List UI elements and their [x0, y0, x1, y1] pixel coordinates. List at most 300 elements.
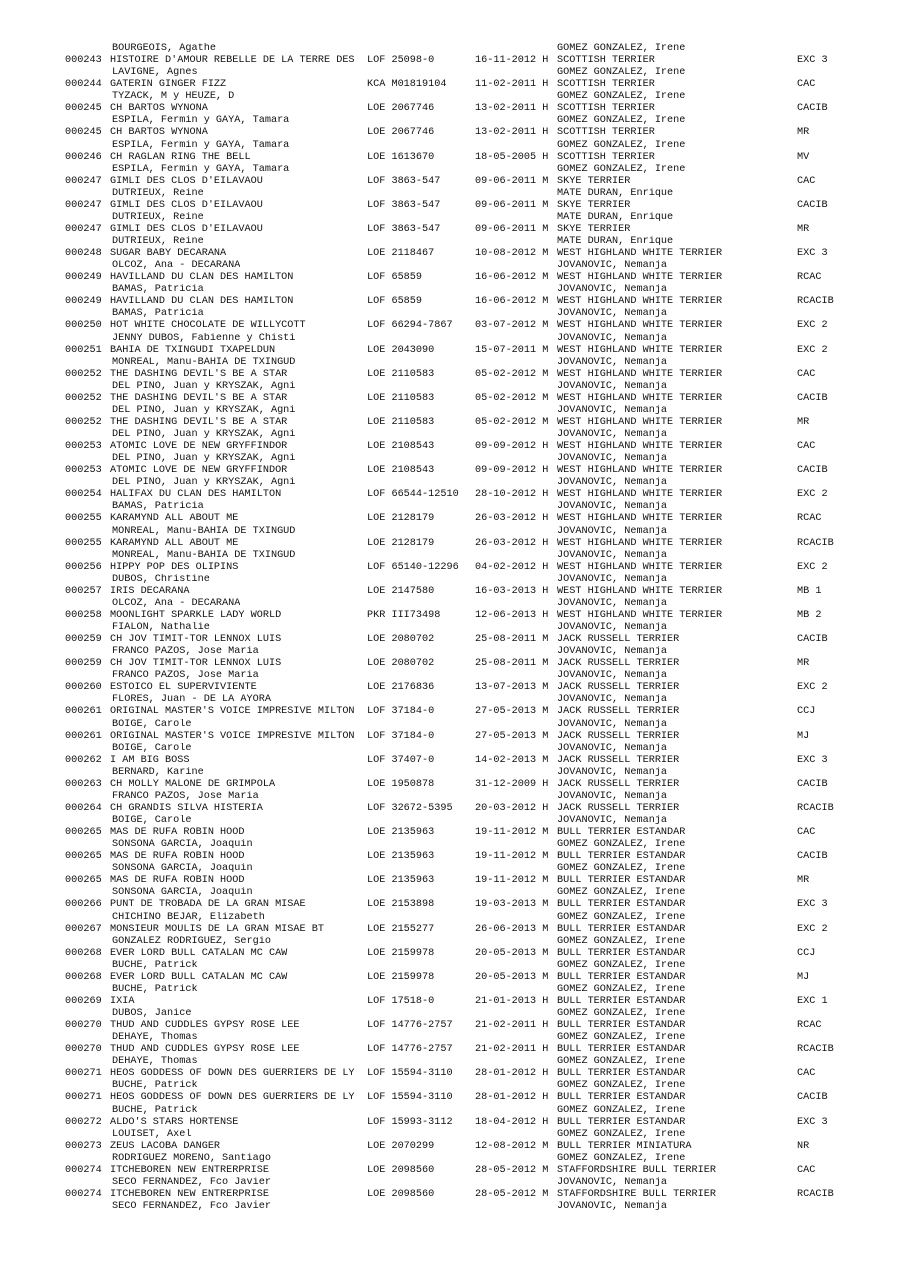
breed: BULL TERRIER ESTANDAR [557, 875, 686, 887]
result-entry [0, 429, 905, 453]
judge-name: JOVANOVIC, Nemanja [557, 501, 668, 513]
dog-name: HOT WHITE CHOCOLATE DE WILLYCOTT [110, 320, 306, 332]
judge-name: GOMEZ GONZALEZ, Irene [557, 139, 686, 151]
birth-date-sex: 28-01-2012 H [475, 1092, 549, 1104]
breed: STAFFORDSHIRE BULL TERRIER [557, 1188, 716, 1200]
dog-name: MAS DE RUFA ROBIN HOOD [110, 875, 245, 887]
registration-number: LOF 15594-3110 [367, 1068, 453, 1080]
dog-name: GIMLI DES CLOS D'EILAVAOU [110, 175, 263, 187]
award: MJ [797, 971, 810, 983]
breed: WEST HIGHLAND WHITE TERRIER [557, 441, 723, 452]
judge-name: GOMEZ GONZALEZ, Irene [557, 1104, 686, 1116]
registration-number: LOF 3863-547 [367, 175, 441, 187]
result-entry [0, 236, 905, 260]
breed: BULL TERRIER ESTANDAR [557, 947, 686, 959]
birth-date-sex: 09-09-2012 H [475, 465, 549, 477]
breed: JACK RUSSELL TERRIER [557, 634, 680, 645]
dog-name: BAHIA DE TXINGUDI TXAPELDUN [110, 344, 276, 356]
dog-name: THUD AND CUDDLES GYPSY ROSE LEE [110, 1044, 300, 1056]
result-entry [0, 381, 905, 405]
breed: WEST HIGHLAND WHITE TERRIER [557, 585, 723, 597]
award: EXC 2 [797, 344, 828, 356]
owner-name: BOIGE, Carole [112, 718, 192, 730]
catalog-number: 000269 [65, 995, 102, 1007]
result-entry [0, 960, 905, 984]
award: CACIB [797, 634, 828, 645]
registration-number: LOE 2155277 [367, 923, 435, 935]
dog-name: ITCHEBOREN NEW ENTRERPRISE [110, 1164, 269, 1176]
dog-name: KARAMYND ALL ABOUT ME [110, 537, 239, 549]
registration-number: LOF 17518-0 [367, 995, 435, 1007]
registration-number: LOE 2098560 [367, 1188, 435, 1200]
judge-name: GOMEZ GONZALEZ, Irene [557, 1008, 686, 1019]
catalog-number: 000247 [65, 175, 102, 187]
birth-date-sex: 13-02-2011 H [475, 127, 549, 139]
dog-name: KARAMYND ALL ABOUT ME [110, 513, 239, 525]
dog-name: CH GRANDIS SILVA HISTERIA [110, 802, 263, 814]
result-entry [0, 574, 905, 598]
award: CAC [797, 827, 816, 838]
dog-name: HISTOIRE D'AMOUR REBELLE DE LA TERRE DES [110, 55, 355, 66]
catalog-number: 000263 [65, 778, 102, 790]
judge-name: GOMEZ GONZALEZ, Irene [557, 839, 686, 851]
dog-name: ATOMIC LOVE DE NEW GRYFFINDOR [110, 441, 288, 452]
owner-name: SONSONA GARCIA, Joaquin [112, 887, 253, 899]
breed: BULL TERRIER ESTANDAR [557, 851, 686, 863]
catalog-number: 000265 [65, 851, 102, 863]
award: RCACIB [797, 1044, 834, 1056]
dog-name: ATOMIC LOVE DE NEW GRYFFINDOR [110, 465, 288, 477]
breed: BULL TERRIER ESTANDAR [557, 1092, 686, 1104]
award: CACIB [797, 392, 828, 404]
judge-name: JOVANOVIC, Nemanja [557, 670, 668, 682]
judge-name: GOMEZ GONZALEZ, Irene [557, 887, 686, 899]
registration-number: LOF 37184-0 [367, 730, 435, 742]
owner-name: BUCHE, Patrick [112, 1080, 198, 1092]
registration-number: LOE 2128179 [367, 537, 435, 549]
breed: BULL TERRIER ESTANDAR [557, 1068, 686, 1080]
registration-number: LOE 1950878 [367, 778, 435, 790]
registration-number: LOE 2080702 [367, 658, 435, 670]
dog-name: ORIGINAL MASTER'S VOICE IMPRESIVE MILTON [110, 706, 355, 718]
dog-name: ORIGINAL MASTER'S VOICE IMPRESIVE MILTON [110, 730, 355, 742]
judge-name: GOMEZ GONZALEZ, Irene [557, 163, 686, 175]
judge-name: JOVANOVIC, Nemanja [557, 380, 668, 392]
birth-date-sex: 19-11-2012 M [475, 851, 549, 863]
breed: BULL TERRIER ESTANDAR [557, 971, 686, 983]
registration-number: LOE 2159978 [367, 971, 435, 983]
catalog-number: 000265 [65, 827, 102, 838]
owner-name: JENNY DUBOS, Fabienne y Chisti [112, 332, 296, 344]
birth-date-sex: 11-02-2011 H [475, 79, 549, 91]
catalog-number: 000247 [65, 199, 102, 211]
breed: WEST HIGHLAND WHITE TERRIER [557, 248, 723, 259]
result-entry [0, 719, 905, 743]
owner-name: ESPILA, Fermin y GAYA, Tamara [112, 115, 290, 127]
birth-date-sex: 21-02-2011 H [475, 1044, 549, 1056]
result-entry [0, 1177, 905, 1201]
birth-date-sex: 28-05-2012 M [475, 1188, 549, 1200]
award: EXC 1 [797, 995, 828, 1007]
owner-name: BAMAS, Patricia [112, 284, 204, 296]
result-entry [0, 550, 905, 574]
catalog-number: 000271 [65, 1092, 102, 1104]
birth-date-sex: 13-07-2013 M [475, 682, 549, 694]
award: EXC 2 [797, 682, 828, 694]
birth-date-sex: 09-06-2011 M [475, 199, 549, 211]
award: RCACIB [797, 802, 834, 814]
result-entry [0, 357, 905, 381]
birth-date-sex: 05-02-2012 M [475, 392, 549, 404]
owner-name: FRANCO PAZOS, Jose Maria [112, 790, 259, 802]
catalog-number: 000274 [65, 1164, 102, 1176]
judge-name: JOVANOVIC, Nemanja [557, 622, 668, 633]
owner-name: MONREAL, Manu-BAHIA DE TXINGUD [112, 525, 296, 537]
result-entry [0, 936, 905, 960]
judge-name: JOVANOVIC, Nemanja [557, 453, 668, 465]
breed: SCOTTISH TERRIER [557, 127, 655, 139]
owner-name: MONREAL, Manu-BAHIA DE TXINGUD [112, 356, 296, 368]
breed: WEST HIGHLAND WHITE TERRIER [557, 296, 723, 308]
result-entry [0, 1056, 905, 1080]
registration-number: PKR III73498 [367, 609, 441, 621]
award: CAC [797, 175, 816, 187]
registration-number: LOF 37407-0 [367, 754, 435, 766]
judge-name: GOMEZ GONZALEZ, Irene [557, 91, 686, 103]
owner-name: LAVIGNE, Agnes [112, 67, 198, 79]
catalog-number: 000264 [65, 802, 102, 814]
birth-date-sex: 19-03-2013 M [475, 899, 549, 911]
result-entry [0, 1080, 905, 1104]
result-entry [0, 284, 905, 308]
birth-date-sex: 21-02-2011 H [475, 1020, 549, 1031]
award: EXC 2 [797, 923, 828, 935]
award: NR [797, 1140, 810, 1152]
result-entry [0, 212, 905, 236]
judge-name: JOVANOVIC, Nemanja [557, 815, 668, 826]
owner-name: DEL PINO, Juan y KRYSZAK, Agni [112, 429, 296, 440]
breed: SCOTTISH TERRIER [557, 151, 655, 163]
registration-number: LOE 2147580 [367, 585, 435, 597]
judge-name: JOVANOVIC, Nemanja [557, 573, 668, 585]
result-entry [0, 912, 905, 936]
catalog-number: 000255 [65, 513, 102, 525]
birth-date-sex: 16-03-2013 H [475, 585, 549, 597]
breed: WEST HIGHLAND WHITE TERRIER [557, 272, 723, 284]
judge-name: JOVANOVIC, Nemanja [557, 332, 668, 344]
owner-name: BUCHE, Patrick [112, 959, 198, 971]
catalog-number: 000258 [65, 609, 102, 621]
breed: WEST HIGHLAND WHITE TERRIER [557, 489, 723, 501]
award: MR [797, 127, 810, 139]
result-entry [0, 887, 905, 911]
owner-name: GONZALEZ RODRIGUEZ, Sergio [112, 935, 271, 947]
judge-name: JOVANOVIC, Nemanja [557, 742, 668, 754]
breed: JACK RUSSELL TERRIER [557, 682, 680, 694]
catalog-number: 000252 [65, 392, 102, 404]
breed: BULL TERRIER ESTANDAR [557, 923, 686, 935]
breed: JACK RUSSELL TERRIER [557, 778, 680, 790]
owner-name: FRANCO PAZOS, Jose Maria [112, 646, 259, 658]
breed: JACK RUSSELL TERRIER [557, 802, 680, 814]
catalog-number: 000256 [65, 561, 102, 573]
owner-name: DUTRIEUX, Reine [112, 211, 204, 223]
result-entry [0, 791, 905, 815]
result-entry [0, 743, 905, 767]
breed: STAFFORDSHIRE BULL TERRIER [557, 1164, 716, 1176]
breed: WEST HIGHLAND WHITE TERRIER [557, 392, 723, 404]
judge-name: JOVANOVIC, Nemanja [557, 429, 668, 440]
registration-number: LOF 66544-12510 [367, 489, 459, 501]
owner-name: DEL PINO, Juan y KRYSZAK, Agni [112, 477, 296, 489]
owner-name: DEL PINO, Juan y KRYSZAK, Agni [112, 404, 296, 416]
dog-name: THUD AND CUDDLES GYPSY ROSE LEE [110, 1020, 300, 1031]
owner-name: SONSONA GARCIA, Joaquin [112, 839, 253, 851]
dog-name: HAVILLAND DU CLAN DES HAMILTON [110, 296, 294, 308]
catalog-number: 000244 [65, 79, 102, 91]
breed: WEST HIGHLAND WHITE TERRIER [557, 513, 723, 525]
breed: WEST HIGHLAND WHITE TERRIER [557, 609, 723, 621]
birth-date-sex: 13-02-2011 H [475, 103, 549, 115]
breed: JACK RUSSELL TERRIER [557, 706, 680, 718]
registration-number: LOF 15594-3110 [367, 1092, 453, 1104]
result-entry [0, 767, 905, 791]
judge-name: JOVANOVIC, Nemanja [557, 260, 668, 272]
dog-name: CH MOLLY MALONE DE GRIMPOLA [110, 778, 276, 790]
birth-date-sex: 28-01-2012 H [475, 1068, 549, 1080]
catalog-number: 000250 [65, 320, 102, 332]
catalog-number: 000270 [65, 1044, 102, 1056]
dog-name: GATERIN GINGER FIZZ [110, 79, 227, 91]
catalog-number: 000255 [65, 537, 102, 549]
owner-name: ESPILA, Fermin y GAYA, Tamara [112, 163, 290, 175]
judge-name: GOMEZ GONZALEZ, Irene [557, 959, 686, 971]
dog-name: CH JOV TIMIT-TOR LENNOX LUIS [110, 658, 282, 670]
dog-name: THE DASHING DEVIL'S BE A STAR [110, 416, 288, 428]
result-entry [0, 188, 905, 212]
catalog-number: 000251 [65, 344, 102, 356]
registration-number: LOF 3863-547 [367, 223, 441, 235]
award: EXC 2 [797, 561, 828, 573]
registration-number: LOF 25098-0 [367, 55, 435, 66]
birth-date-sex: 19-11-2012 M [475, 875, 549, 887]
judge-name: JOVANOVIC, Nemanja [557, 597, 668, 609]
catalog-number: 000254 [65, 489, 102, 501]
owner-name: DEL PINO, Juan y KRYSZAK, Agni [112, 380, 296, 392]
owner-name: CHICHINO BEJAR, Elizabeth [112, 911, 265, 923]
award: RCAC [797, 513, 822, 525]
breed: WEST HIGHLAND WHITE TERRIER [557, 368, 723, 380]
judge-name: GOMEZ GONZALEZ, Irene [557, 911, 686, 923]
catalog-number: 000268 [65, 971, 102, 983]
birth-date-sex: 20-05-2013 M [475, 971, 549, 983]
registration-number: LOE 2135963 [367, 875, 435, 887]
catalog-number: 000266 [65, 899, 102, 911]
registration-number: KCA M01819104 [367, 79, 447, 91]
birth-date-sex: 28-10-2012 H [475, 489, 549, 501]
owner-name: BOURGEOIS, Agathe [112, 43, 216, 54]
dog-name: ALDO'S STARS HORTENSE [110, 1116, 239, 1128]
award: EXC 3 [797, 754, 828, 766]
result-entry [0, 91, 905, 115]
registration-number: LOE 2110583 [367, 368, 435, 380]
breed: SCOTTISH TERRIER [557, 103, 655, 115]
catalog-number: 000257 [65, 585, 102, 597]
dog-name: HEOS GODDESS OF DOWN DES GUERRIERS DE LY [110, 1092, 355, 1104]
award: EXC 2 [797, 489, 828, 501]
registration-number: LOF 14776-2757 [367, 1044, 453, 1056]
award: EXC 2 [797, 320, 828, 332]
breed: JACK RUSSELL TERRIER [557, 754, 680, 766]
judge-name: JOVANOVIC, Nemanja [557, 549, 668, 561]
registration-number: LOE 2135963 [367, 827, 435, 838]
catalog-number: 000252 [65, 368, 102, 380]
birth-date-sex: 27-05-2013 M [475, 706, 549, 718]
birth-date-sex: 26-03-2012 H [475, 513, 549, 525]
registration-number: LOE 1613670 [367, 151, 435, 163]
owner-name: DUTRIEUX, Reine [112, 236, 204, 247]
result-entry [0, 1129, 905, 1153]
award: MR [797, 658, 810, 670]
breed: BULL TERRIER ESTANDAR [557, 995, 686, 1007]
dog-name: EVER LORD BULL CATALAN MC CAW [110, 971, 288, 983]
registration-number: LOE 2159978 [367, 947, 435, 959]
breed: BULL TERRIER MINIATURA [557, 1140, 692, 1152]
breed: SCOTTISH TERRIER [557, 55, 655, 66]
dog-name: MOONLIGHT SPARKLE LADY WORLD [110, 609, 282, 621]
result-entry [0, 477, 905, 501]
award: EXC 3 [797, 55, 828, 66]
result-entry [0, 260, 905, 284]
birth-date-sex: 16-06-2012 M [475, 272, 549, 284]
owner-name: BAMAS, Patricia [112, 308, 204, 320]
result-entry [0, 526, 905, 550]
breed: BULL TERRIER ESTANDAR [557, 1116, 686, 1128]
award: CCJ [797, 706, 816, 718]
dog-name: EVER LORD BULL CATALAN MC CAW [110, 947, 288, 959]
owner-name: BAMAS, Patricia [112, 501, 204, 513]
catalog-number: 000271 [65, 1068, 102, 1080]
catalog-number: 000259 [65, 634, 102, 645]
registration-number: LOE 2110583 [367, 392, 435, 404]
birth-date-sex: 25-08-2011 M [475, 634, 549, 645]
registration-number: LOF 65859 [367, 272, 423, 284]
dog-name: ITCHEBOREN NEW ENTRERPRISE [110, 1188, 269, 1200]
judge-name: MATE DURAN, Enrique [557, 236, 674, 247]
owner-name: BUCHE, Patrick [112, 1104, 198, 1116]
birth-date-sex: 12-08-2012 M [475, 1140, 549, 1152]
registration-number: LOE 2070299 [367, 1140, 435, 1152]
owner-name: DUTRIEUX, Reine [112, 187, 204, 199]
catalog-number: 000245 [65, 127, 102, 139]
judge-name: GOMEZ GONZALEZ, Irene [557, 863, 686, 875]
dog-name: HEOS GODDESS OF DOWN DES GUERRIERS DE LY [110, 1068, 355, 1080]
breed: SKYE TERRIER [557, 175, 631, 187]
result-entry [0, 984, 905, 1008]
dog-name: GIMLI DES CLOS D'EILAVAOU [110, 199, 263, 211]
result-entry [0, 43, 905, 67]
catalog-number: 000248 [65, 248, 102, 259]
result-entry [0, 1105, 905, 1129]
owner-name: TYZACK, M y HEUZE, D [112, 91, 235, 103]
award: EXC 3 [797, 248, 828, 259]
owner-name: DUBOS, Christine [112, 573, 210, 585]
registration-number: LOE 2135963 [367, 851, 435, 863]
birth-date-sex: 26-06-2013 M [475, 923, 549, 935]
judge-name: GOMEZ GONZALEZ, Irene [557, 67, 686, 79]
registration-number: LOF 15993-3112 [367, 1116, 453, 1128]
registration-number: LOF 32672-5395 [367, 802, 453, 814]
result-entry [0, 501, 905, 525]
result-entry [0, 863, 905, 887]
result-entry [0, 308, 905, 332]
birth-date-sex: 21-01-2013 H [475, 995, 549, 1007]
dog-name: SUGAR BABY DECARANA [110, 248, 227, 259]
judge-name: MATE DURAN, Enrique [557, 211, 674, 223]
judge-name: JOVANOVIC, Nemanja [557, 356, 668, 368]
birth-date-sex: 03-07-2012 M [475, 320, 549, 332]
dog-name: HALIFAX DU CLAN DES HAMILTON [110, 489, 282, 501]
breed: WEST HIGHLAND WHITE TERRIER [557, 561, 723, 573]
award: CAC [797, 1068, 816, 1080]
birth-date-sex: 16-06-2012 M [475, 296, 549, 308]
catalog-number: 000246 [65, 151, 102, 163]
dog-name: ESTOICO EL SUPERVIVIENTE [110, 682, 257, 694]
catalog-number: 000262 [65, 754, 102, 766]
award: MV [797, 151, 810, 163]
catalog-number: 000272 [65, 1116, 102, 1128]
dog-name: ZEUS LACOBA DANGER [110, 1140, 221, 1152]
owner-name: RODRIGUEZ MORENO, Santiago [112, 1152, 271, 1164]
catalog-number: 000274 [65, 1188, 102, 1200]
registration-number: LOF 65140-12296 [367, 561, 459, 573]
award: RCACIB [797, 537, 834, 549]
breed: JACK RUSSELL TERRIER [557, 658, 680, 670]
registration-number: LOE 2153898 [367, 899, 435, 911]
catalog-number: 000252 [65, 416, 102, 428]
award: CCJ [797, 947, 816, 959]
owner-name: FRANCO PAZOS, Jose Maria [112, 670, 259, 682]
catalog-number: 000249 [65, 272, 102, 284]
judge-name: JOVANOVIC, Nemanja [557, 477, 668, 489]
result-entry [0, 815, 905, 839]
breed: WEST HIGHLAND WHITE TERRIER [557, 320, 723, 332]
catalog-number: 000259 [65, 658, 102, 670]
birth-date-sex: 12-06-2013 H [475, 609, 549, 621]
birth-date-sex: 18-05-2005 H [475, 151, 549, 163]
award: CAC [797, 441, 816, 452]
result-entry [0, 622, 905, 646]
award: CAC [797, 1164, 816, 1176]
breed: WEST HIGHLAND WHITE TERRIER [557, 416, 723, 428]
registration-number: LOE 2080702 [367, 634, 435, 645]
dog-name: CH BARTOS WYNONA [110, 103, 208, 115]
catalog-number: 000245 [65, 103, 102, 115]
registration-number: LOE 2118467 [367, 248, 435, 259]
judge-name: GOMEZ GONZALEZ, Irene [557, 1128, 686, 1140]
result-entry [0, 453, 905, 477]
judge-name: JOVANOVIC, Nemanja [557, 718, 668, 730]
catalog-number: 000243 [65, 55, 102, 66]
birth-date-sex: 05-02-2012 M [475, 368, 549, 380]
dog-name: MAS DE RUFA ROBIN HOOD [110, 851, 245, 863]
award: MR [797, 416, 810, 428]
result-entry [0, 164, 905, 188]
registration-number: LOE 2128179 [367, 513, 435, 525]
registration-number: LOF 37184-0 [367, 706, 435, 718]
judge-name: GOMEZ GONZALEZ, Irene [557, 115, 686, 127]
catalog-number: 000260 [65, 682, 102, 694]
